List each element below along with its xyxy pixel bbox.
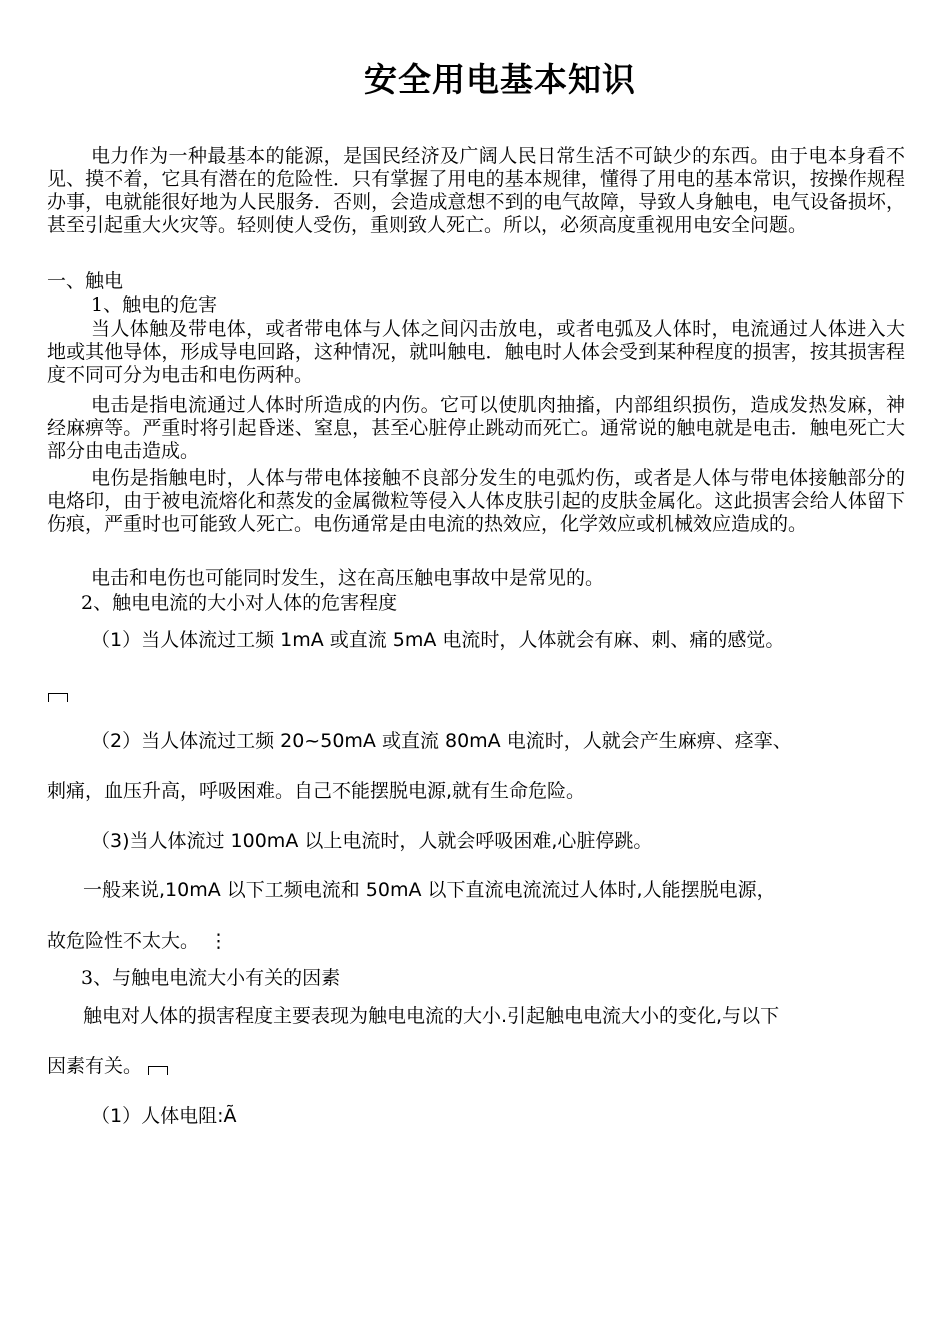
paragraph-shock-definition: 当人体触及带电体，或者带电体与人体之间闪击放电，或者电弧及人体时，电流通过人体进入大地或其他导体，形成导电回路，这种情况，就叫触电．触电时人体会受到某种程度的损害，按其损害程度不同可分为电击和电伤两种。 — [47, 318, 905, 386]
subsection-heading-shock-hazard: 1、触电的危害 — [91, 294, 218, 316]
section-heading-electric-shock: 一、触电 — [47, 270, 124, 292]
paragraph-electric-shock: 电击是指电流通过人体时所造成的内伤。它可以使肌肉抽搐，内部组织损伤，造成发热发麻，神经麻痹等。严重时将引起昏迷、窒息，甚至心脏停止跳动而死亡。通常说的触电就是电击．触电死亡大部分由电击造成。 — [47, 394, 905, 462]
corner-mark-icon — [48, 693, 68, 702]
factors-line-2 — [47, 1054, 905, 1078]
item-1-current-effect — [47, 628, 905, 652]
factors-text-1: 触电对人体的损害程度主要表现为触电电流的大小.引起触电电流大小的变化,与以下 — [83, 1005, 780, 1027]
factor-1-body-resistance — [47, 1104, 905, 1128]
item-3-current-effect — [47, 829, 905, 853]
factors-line-1 — [47, 1004, 905, 1028]
item-2-line-1 — [47, 729, 905, 753]
item-2-text-2: 刺痛，血压升高，呼吸困难。自己不能摆脱电源,就有生命危险。 — [47, 780, 586, 802]
intro-paragraph: 电力作为一种最基本的能源，是国民经济及广阔人民日常生活不可缺少的东西。由于电本身看不见、摸不着，它具有潜在的危险性．只有掌握了用电的基本规律，懂得了用电的基本常识，按操作规程办事，电就能很好地为人民服务．否则，会造成意想不到的电气故障，导致人身触电，电气设备损坏，甚至引起重大火灾等。轻则使人受伤，重则致人死亡。所以，必须高度重视用电安全问题。 — [47, 145, 905, 236]
factor-1-text: （1）人体电阻:Ã — [91, 1105, 237, 1127]
item-2-line-2 — [47, 779, 905, 803]
item-1-text: （1）当人体流过工频 1mA 或直流 5mA 电流时，人体就会有麻、刺、痛的感觉。 — [91, 629, 785, 651]
general-line-1 — [47, 878, 905, 902]
item-3-text: （3)当人体流过 100mA 以上电流时，人就会呼吸困难,心脏停跳。 — [91, 830, 653, 852]
document-title: 安全用电基本知识 — [364, 60, 636, 99]
factors-text-2: 因素有关。 — [47, 1055, 143, 1077]
general-line-2 — [47, 929, 905, 953]
item-2-text-1: （2）当人体流过工频 20~50mA 或直流 80mA 电流时，人就会产生麻痹、痉挛、 — [91, 730, 792, 752]
corner-mark-icon — [148, 1066, 168, 1075]
subsection-heading-current-magnitude: 2、触电电流的大小对人体的危害程度 — [81, 592, 398, 614]
subsection-heading-factors: 3、与触电电流大小有关的因素 — [81, 967, 341, 989]
paragraph-shock-and-injury: 电击和电伤也可能同时发生，这在高压触电事故中是常见的。 — [91, 567, 605, 589]
general-text-2: 故危险性不太大。 — [47, 930, 200, 952]
general-text-1: 一般来说,10mA 以下工频电流和 50mA 以下直流电流流过人体时,人能摆脱电源， — [83, 879, 776, 901]
vertical-ellipsis-icon: ⋮ — [209, 930, 229, 952]
paragraph-electric-injury: 电伤是指触电时，人体与带电体接触不良部分发生的电弧灼伤，或者是人体与带电体接触部分的电烙印，由于被电流熔化和蒸发的金属微粒等侵入人体皮肤引起的皮肤金属化。这此损害会给人体留下伤痕，严重时也可能致人死亡。电伤通常是由电流的热效应，化学效应或机械效应造成的。 — [47, 467, 905, 535]
